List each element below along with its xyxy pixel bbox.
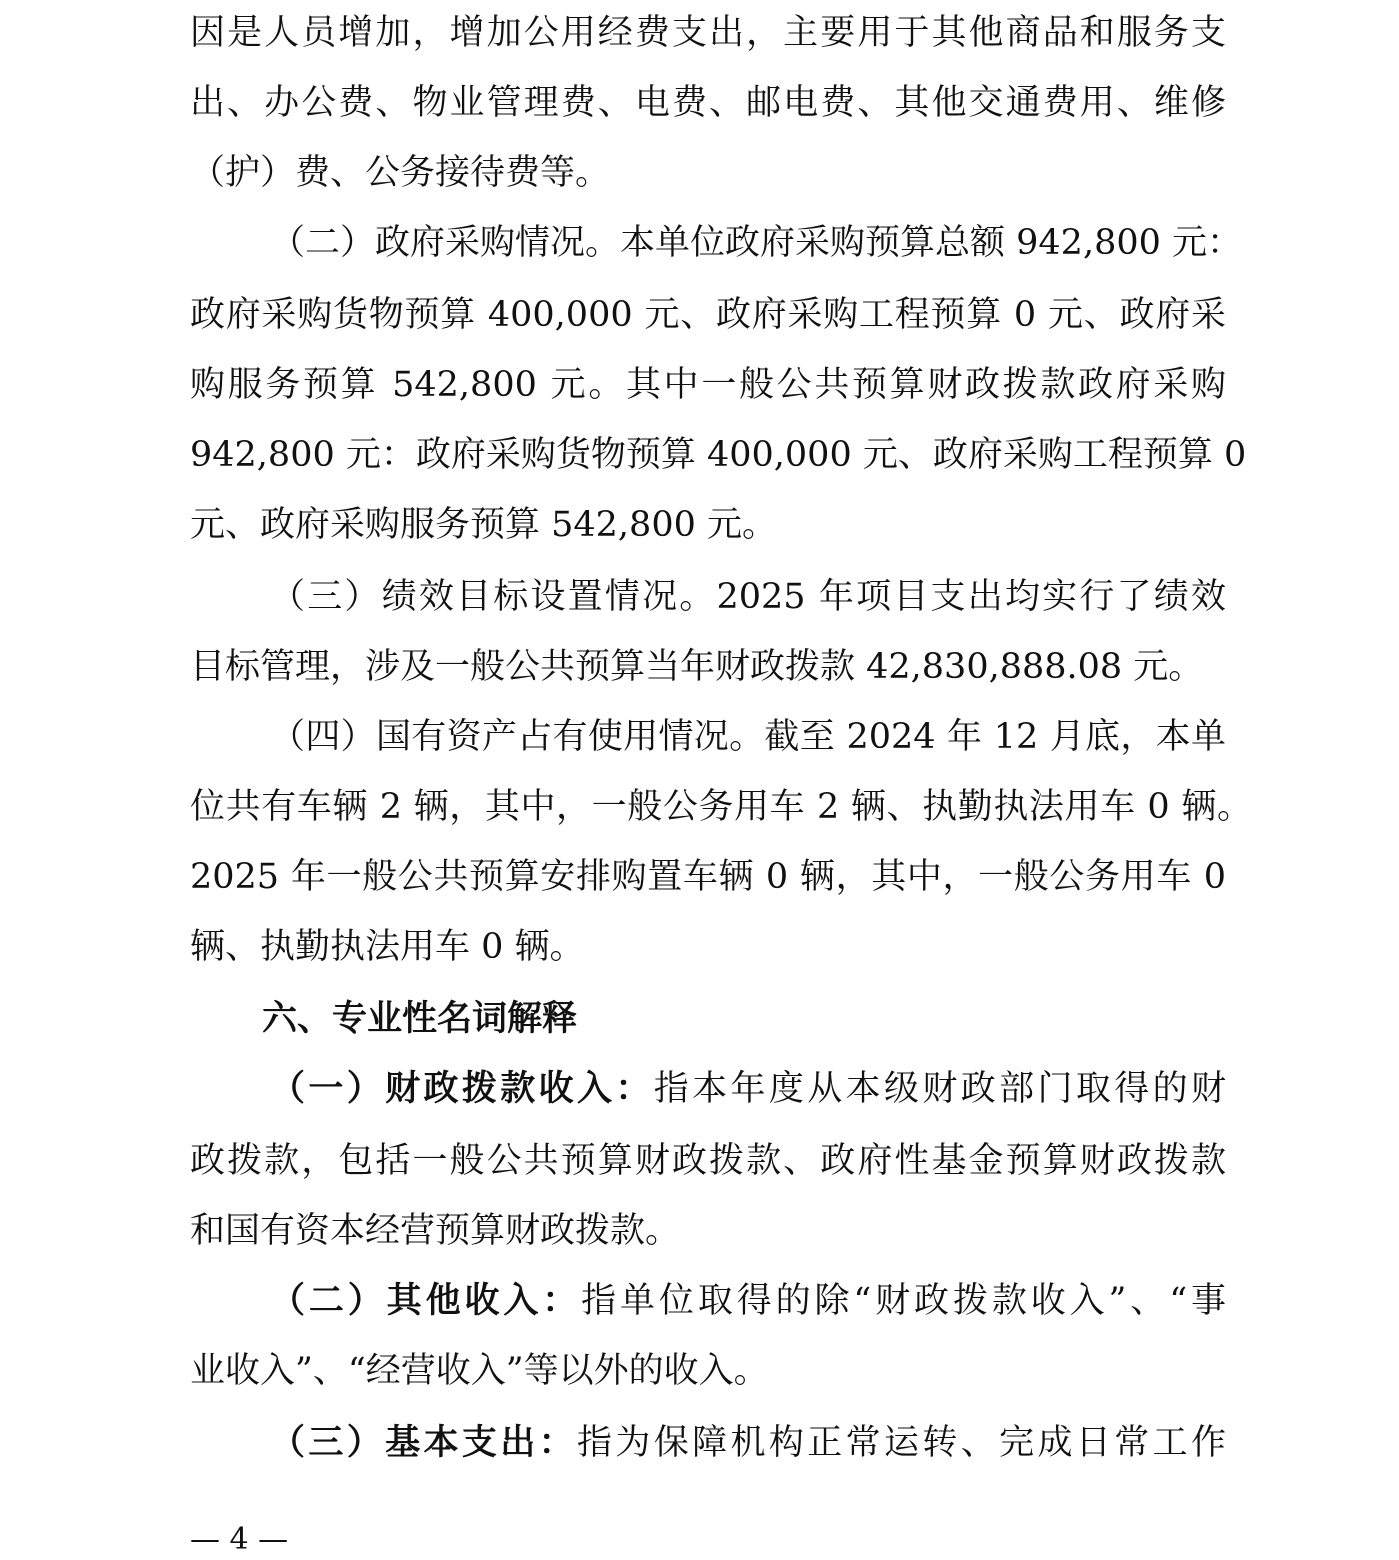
paragraph-line (190, 360, 1226, 410)
line-text: 目标管理，涉及一般公共预算当年财政拨款 42,830,888.08 元。 (190, 647, 1204, 687)
line-text: 本单位政府采购预算总额 942,800 元： (620, 223, 1243, 263)
line-text: 辆、执勤执法用车 0 辆。 (190, 927, 585, 967)
line-text: 购服务预算 542,800 元。其中一般公共预算财政拨款政府采购 (190, 365, 1226, 405)
line-text: 指单位取得的除“财政拨款收入”、“事 (581, 1281, 1226, 1321)
term-lead: （三）基本支出： (270, 1422, 577, 1463)
section-lead: （三）绩效目标设置情况。 (270, 577, 717, 617)
line-text: （护）费、公务接待费等。 (190, 153, 611, 193)
line-text: 元、政府采购服务预算 542,800 元。 (190, 505, 777, 545)
line-text: 政拨款，包括一般公共预算财政拨款、政府性基金预算财政拨款 (190, 1141, 1226, 1181)
line-text: 截至 2024 年 12 月底，本单 (764, 717, 1226, 757)
section-heading: 六、专业性名词解释 (262, 999, 578, 1039)
line-text: 业收入”、“经营收入”等以外的收入。 (190, 1351, 769, 1391)
line-text: 2025 年一般公共预算安排购置车辆 0 辆，其中，一般公务用车 0 (190, 857, 1226, 897)
paragraph-line (190, 8, 1226, 58)
paragraph-line (190, 782, 1252, 832)
paragraph-line (190, 148, 1226, 198)
section-lead: （二）政府采购情况。 (270, 223, 621, 263)
paragraph-line (270, 572, 1226, 622)
paragraph-line (270, 1418, 1226, 1468)
paragraph-line (190, 430, 1247, 480)
paragraph-line (270, 712, 1226, 762)
paragraph-line (190, 1206, 1226, 1256)
line-text: 因是人员增加，增加公用经费支出，主要用于其他商品和服务支 (190, 13, 1226, 53)
line-text: 位共有车辆 2 辆，其中，一般公务用车 2 辆、执勤执法用车 0 辆。 (190, 787, 1252, 827)
line-text: 指本年度从本级财政部门取得的财 (653, 1069, 1226, 1109)
line-text: 出、办公费、物业管理费、电费、邮电费、其他交通费用、维修 (190, 83, 1226, 123)
paragraph-line (190, 922, 1226, 972)
line-text: 政府采购货物预算 400,000 元、政府采购工程预算 0 元、政府采 (190, 295, 1226, 335)
line-text: 和国有资本经营预算财政拨款。 (190, 1211, 681, 1251)
paragraph-line (270, 1064, 1226, 1114)
paragraph-line (190, 852, 1226, 902)
section-lead: （四）国有资产占有使用情况。 (270, 717, 765, 757)
paragraph-line (190, 642, 1226, 692)
paragraph-line (190, 500, 1226, 550)
paragraph-line (270, 218, 1243, 268)
paragraph-line (190, 78, 1226, 128)
term-lead: （一）财政拨款收入： (270, 1068, 654, 1109)
line-text: 2025 年项目支出均实行了绩效 (716, 577, 1226, 617)
paragraph-line (190, 1346, 1226, 1396)
line-text: 指为保障机构正常运转、完成日常工作 (577, 1423, 1226, 1463)
page-number: — 4 — (190, 1522, 289, 1557)
paragraph-line (190, 290, 1226, 340)
paragraph-line (270, 1276, 1226, 1326)
paragraph-line (190, 1136, 1226, 1186)
line-text: 942,800 元：政府采购货物预算 400,000 元、政府采购工程预算 0 (190, 435, 1247, 475)
term-lead: （二）其他收入： (270, 1280, 582, 1321)
